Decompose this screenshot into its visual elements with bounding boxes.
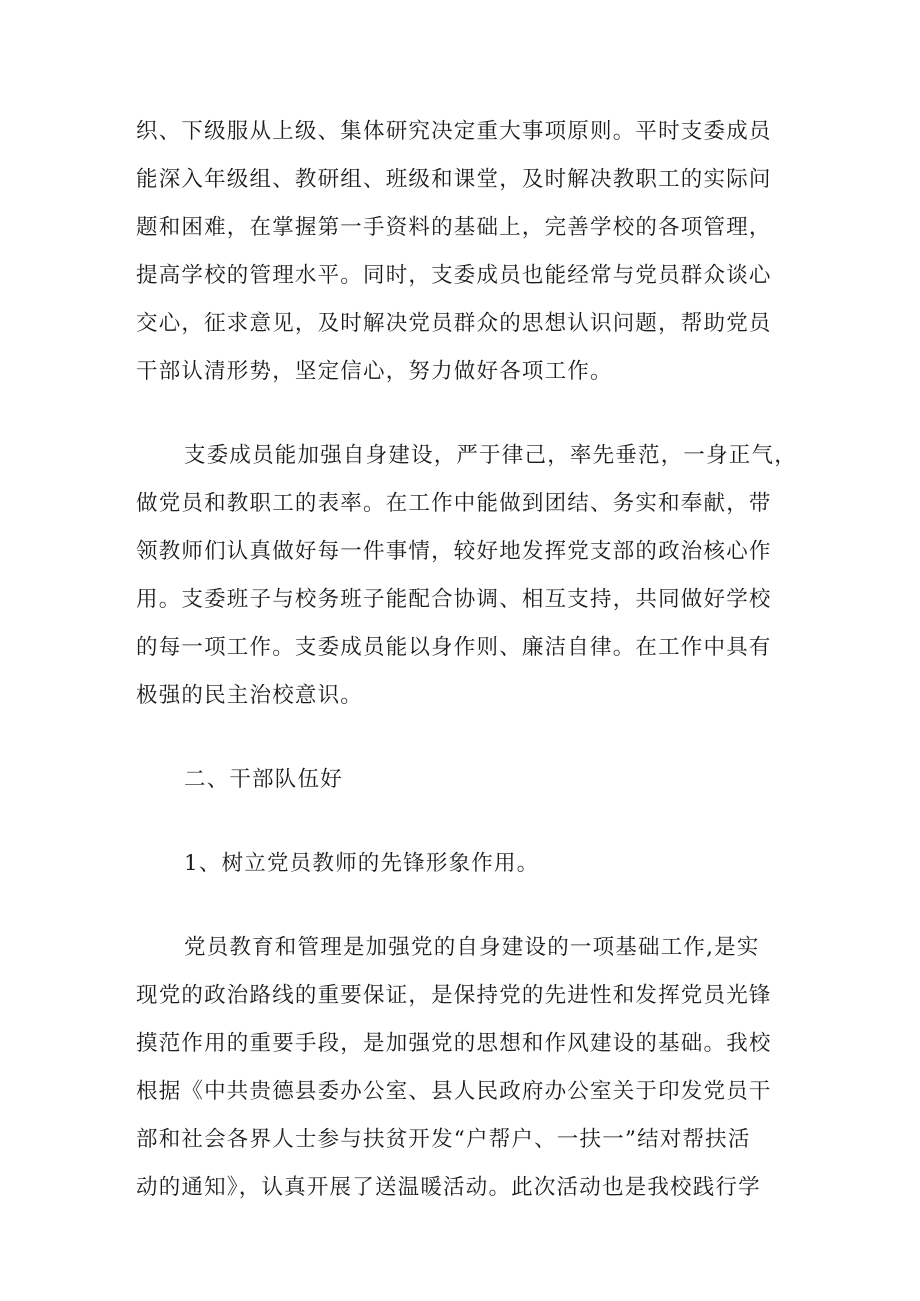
text-line: 根据《中共贵德县委办公室、县人民政府办公室关于印发党员干 [136,1079,772,1104]
text-line: 极强的民主治校意识。 [136,683,364,708]
text-line: 部和社会各界人士参与扶贫开发“户帮户、一扶一”结对帮扶活 [136,1127,751,1152]
text-line: 党员教育和管理是加强党的自身建设的一项基础工作,是实 [184,935,760,960]
text-line: 织、下级服从上级、集体研究决定重大事项原则。平时支委成员 [136,119,772,144]
text-line: 提高学校的管理水平。同时，支委成员也能经常与党员群众谈心 [136,263,772,288]
text-line: 摸范作用的重要手段，是加强党的思想和作风建设的基础。我校 [136,1031,772,1056]
text-line: 领教师们认真做好每一件事情，较好地发挥党支部的政治核心作 [136,539,772,564]
text-line: 的每一项工作。支委成员能以身作则、廉洁自律。在工作中具有 [136,635,772,660]
paragraph-1 [136,108,796,396]
text-line: 用。支委班子与校务班子能配合协调、相互支持，共同做好学校 [136,587,772,612]
document-body [136,108,796,1212]
section-heading [136,756,796,804]
paragraph-2 [136,432,796,720]
paragraph-3 [136,924,796,1212]
text-line: 能深入年级组、教研组、班级和课堂，及时解决教职工的实际问 [136,167,772,192]
text-line: 交心，征求意见，及时解决党员群众的思想认识问题，帮助党员 [136,311,772,336]
text-line: 干部认清形势，坚定信心，努力做好各项工作。 [136,359,613,384]
text-line: 支委成员能加强自身建设，严于律己，率先垂范，一身正气， [184,443,797,468]
text-line: 现党的政治路线的重要保证，是保持党的先进性和发挥党员光锋 [136,983,772,1008]
text-line: 动的通知》，认真开展了送温暖活动。此次活动也是我校践行学 [136,1175,761,1200]
text-line: 二、干部队伍好 [184,767,343,792]
text-line: 做党员和教职工的表率。在工作中能做到团结、务实和奉献，带 [136,491,772,516]
text-line: 题和困难，在掌握第一手资料的基础上，完善学校的各项管理， [136,215,772,240]
subsection-heading [136,840,796,888]
text-line: 1、树立党员教师的先锋形象作用。 [184,851,540,876]
